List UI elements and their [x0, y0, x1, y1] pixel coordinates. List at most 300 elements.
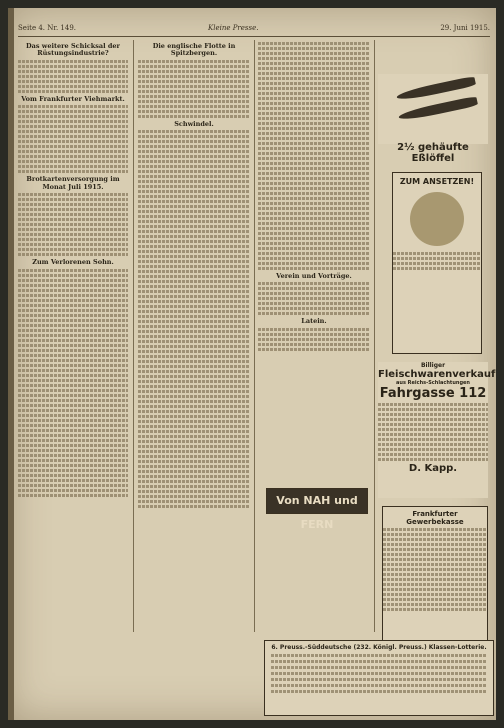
article-heading: Brotkartenversorgung im Monat Juli 1915.	[26, 175, 120, 191]
text-line	[258, 67, 370, 70]
text-line	[18, 75, 128, 78]
text-line	[138, 385, 250, 388]
text-line	[271, 690, 487, 693]
newspaper-page	[8, 8, 496, 720]
text-line	[138, 75, 250, 78]
text-line	[18, 294, 128, 297]
text-line	[383, 578, 487, 581]
text-line	[138, 150, 250, 153]
portrait-illustration	[410, 192, 464, 246]
text-line	[383, 583, 487, 586]
page-header	[18, 22, 490, 37]
text-line	[18, 489, 128, 492]
text-line	[138, 70, 250, 73]
text-line	[138, 280, 250, 283]
text-line	[18, 238, 128, 241]
text-line	[18, 374, 128, 377]
text-line	[18, 90, 128, 93]
cigar-advertisement	[392, 172, 482, 354]
text-line	[378, 428, 488, 431]
section-banner	[266, 488, 368, 531]
text-line	[138, 390, 250, 393]
text-line	[258, 57, 370, 60]
text-line	[18, 354, 128, 357]
text-line	[138, 100, 250, 103]
text-line	[18, 193, 128, 196]
text-line	[393, 252, 481, 255]
text-line	[138, 435, 250, 438]
bank-advertisement	[382, 506, 488, 648]
text-line	[258, 237, 370, 240]
text-line	[138, 165, 250, 168]
text-line	[138, 290, 250, 293]
text-line	[138, 240, 250, 243]
text-line	[378, 458, 488, 461]
text-line	[258, 287, 370, 290]
text-line	[18, 140, 128, 143]
text-line	[258, 297, 370, 300]
text-line	[138, 260, 250, 263]
text-line	[258, 247, 370, 250]
text-line	[18, 60, 128, 63]
text-line	[18, 274, 128, 277]
text-line	[258, 212, 370, 215]
text-line	[18, 115, 128, 118]
text-line	[378, 408, 488, 411]
text-line	[138, 500, 250, 503]
text-line	[258, 262, 370, 265]
text-line	[18, 228, 128, 231]
text-line	[18, 349, 128, 352]
text-line	[18, 379, 128, 382]
text-line	[138, 295, 250, 298]
text-line	[18, 309, 128, 312]
text-line	[18, 364, 128, 367]
text-line	[18, 459, 128, 462]
text-line	[138, 480, 250, 483]
text-line	[138, 315, 250, 318]
text-line	[258, 167, 370, 170]
text-line	[258, 187, 370, 190]
text-line	[138, 235, 250, 238]
page-number: Seite 4. Nr. 149.	[18, 24, 76, 32]
text-line	[138, 305, 250, 308]
text-line	[18, 429, 128, 432]
text-line	[18, 409, 128, 412]
text-line	[258, 302, 370, 305]
text-line	[18, 464, 128, 467]
article-heading: Die englische Flotte in Spitzbergen.	[152, 42, 236, 58]
text-line	[138, 335, 250, 338]
text-line	[383, 593, 487, 596]
text-line	[138, 230, 250, 233]
text-line	[383, 603, 487, 606]
text-line	[258, 267, 370, 270]
text-line	[138, 135, 250, 138]
text-line	[138, 65, 250, 68]
bank-ad-title: Frankfurter Gewerbekasse	[406, 510, 464, 526]
text-line	[18, 165, 128, 168]
meat-ad-owner: D. Kapp.	[408, 463, 458, 474]
text-line	[138, 340, 250, 343]
text-line	[378, 443, 488, 446]
text-line	[18, 208, 128, 211]
text-line	[138, 200, 250, 203]
column-1	[18, 40, 128, 499]
text-line	[18, 424, 128, 427]
text-line	[258, 207, 370, 210]
page-binding	[8, 8, 14, 720]
text-line	[18, 449, 128, 452]
text-line	[271, 654, 487, 657]
text-line	[138, 425, 250, 428]
text-line	[18, 324, 128, 327]
text-line	[258, 192, 370, 195]
text-line	[138, 95, 250, 98]
text-line	[383, 538, 487, 541]
text-line	[138, 440, 250, 443]
text-line	[138, 180, 250, 183]
text-line	[18, 414, 128, 417]
text-line	[18, 479, 128, 482]
text-line	[138, 475, 250, 478]
text-line	[258, 52, 370, 55]
text-line	[138, 270, 250, 273]
text-line	[18, 80, 128, 83]
text-line	[138, 310, 250, 313]
text-line	[258, 222, 370, 225]
text-line	[258, 127, 370, 130]
text-line	[18, 454, 128, 457]
text-line	[138, 105, 250, 108]
text-line	[18, 85, 128, 88]
text-line	[258, 47, 370, 50]
text-line	[138, 485, 250, 488]
text-line	[138, 420, 250, 423]
text-line	[258, 102, 370, 105]
text-line	[18, 160, 128, 163]
text-line	[138, 355, 250, 358]
section-banner-title: Von NAH und FERN	[276, 494, 358, 531]
text-line	[138, 140, 250, 143]
spoon-icon	[398, 96, 478, 122]
text-line	[18, 110, 128, 113]
text-line	[258, 252, 370, 255]
text-line	[258, 82, 370, 85]
text-line	[138, 60, 250, 63]
text-line	[258, 172, 370, 175]
text-line	[258, 282, 370, 285]
article-heading: Vom Frankfurter Viehmarkt.	[21, 94, 125, 103]
text-line	[18, 145, 128, 148]
text-line	[383, 548, 487, 551]
text-line	[138, 400, 250, 403]
text-line	[258, 157, 370, 160]
issue-date: 29. Juni 1915.	[440, 24, 490, 32]
text-line	[18, 469, 128, 472]
text-line	[258, 348, 370, 351]
text-line	[138, 380, 250, 383]
text-line	[258, 343, 370, 346]
text-line	[18, 419, 128, 422]
text-line	[258, 92, 370, 95]
article-heading: Schwindel.	[174, 119, 214, 128]
lottery-ad-title: 6. Preuss.-Süddeutsche (232. Königl. Preuss.) Klassen-Lotterie.	[271, 644, 487, 651]
text-line	[258, 122, 370, 125]
text-line	[138, 445, 250, 448]
text-line	[138, 360, 250, 363]
text-line	[138, 155, 250, 158]
text-line	[18, 120, 128, 123]
text-line	[383, 598, 487, 601]
text-line	[271, 684, 487, 687]
text-line	[138, 110, 250, 113]
text-line	[258, 42, 370, 45]
text-line	[378, 413, 488, 416]
text-line	[138, 300, 250, 303]
text-line	[383, 588, 487, 591]
text-line	[258, 147, 370, 150]
text-line	[258, 292, 370, 295]
text-line	[18, 334, 128, 337]
text-line	[18, 319, 128, 322]
text-line	[383, 558, 487, 561]
text-line	[378, 448, 488, 451]
text-line	[18, 394, 128, 397]
spoon-advertisement	[378, 74, 488, 164]
text-line	[383, 568, 487, 571]
text-line	[393, 262, 481, 265]
text-line	[258, 137, 370, 140]
text-line	[378, 438, 488, 441]
text-line	[18, 339, 128, 342]
text-line	[138, 455, 250, 458]
text-line	[138, 330, 250, 333]
text-line	[258, 132, 370, 135]
text-line	[138, 450, 250, 453]
text-line	[138, 245, 250, 248]
text-line	[258, 217, 370, 220]
article-heading: Zum Verlorenen Sohn.	[32, 258, 114, 267]
meat-ad-pretitle: Billiger	[420, 362, 446, 369]
text-line	[383, 528, 487, 531]
text-line	[138, 285, 250, 288]
text-line	[18, 314, 128, 317]
meat-sale-advertisement	[378, 362, 496, 498]
text-line	[18, 243, 128, 246]
text-line	[18, 203, 128, 206]
text-line	[378, 418, 488, 421]
text-line	[258, 307, 370, 310]
text-line	[378, 453, 488, 456]
text-line	[138, 215, 250, 218]
text-line	[138, 345, 250, 348]
text-line	[258, 197, 370, 200]
text-line	[18, 155, 128, 158]
text-line	[18, 279, 128, 282]
text-line	[18, 474, 128, 477]
text-line	[383, 563, 487, 566]
text-line	[383, 543, 487, 546]
text-line	[271, 672, 487, 675]
text-line	[258, 142, 370, 145]
text-line	[18, 399, 128, 402]
text-line	[138, 210, 250, 213]
column-rule	[374, 40, 375, 632]
text-line	[378, 423, 488, 426]
text-line	[138, 490, 250, 493]
text-line	[18, 329, 128, 332]
text-line	[138, 255, 250, 258]
text-line	[258, 182, 370, 185]
text-line	[138, 115, 250, 118]
text-line	[18, 248, 128, 251]
text-line	[18, 344, 128, 347]
text-line	[258, 77, 370, 80]
text-line	[393, 257, 481, 260]
text-line	[138, 145, 250, 148]
text-line	[258, 333, 370, 336]
text-line	[18, 304, 128, 307]
text-line	[378, 403, 488, 406]
text-line	[258, 328, 370, 331]
text-line	[138, 80, 250, 83]
text-line	[18, 389, 128, 392]
column-2	[138, 40, 250, 510]
text-line	[378, 433, 488, 436]
text-line	[18, 65, 128, 68]
text-line	[138, 460, 250, 463]
column-4	[378, 40, 496, 640]
text-line	[258, 107, 370, 110]
text-line	[18, 223, 128, 226]
text-line	[138, 320, 250, 323]
text-line	[18, 494, 128, 497]
text-line	[258, 338, 370, 341]
text-line	[18, 150, 128, 153]
text-line	[258, 242, 370, 245]
text-line	[258, 152, 370, 155]
article-heading: Das weitere Schicksal der Rüstungsindustrie?	[26, 42, 120, 58]
text-line	[138, 220, 250, 223]
text-line	[138, 160, 250, 163]
text-line	[258, 257, 370, 260]
meat-ad-subtitle: aus Reichs-Schlachtungen	[396, 380, 470, 386]
text-line	[138, 495, 250, 498]
text-line	[138, 175, 250, 178]
lottery-advertisement	[264, 640, 494, 716]
text-line	[18, 484, 128, 487]
text-line	[138, 350, 250, 353]
cigar-ad-title: ZUM ANSETZEN!	[399, 177, 475, 186]
text-line	[383, 553, 487, 556]
text-line	[138, 430, 250, 433]
text-line	[258, 232, 370, 235]
text-line	[138, 85, 250, 88]
text-line	[138, 170, 250, 173]
text-line	[393, 267, 481, 270]
text-line	[138, 265, 250, 268]
text-line	[18, 284, 128, 287]
text-line	[138, 325, 250, 328]
text-line	[18, 218, 128, 221]
meat-ad-address: Fahrgasse 112	[379, 386, 487, 401]
text-line	[138, 470, 250, 473]
text-line	[258, 117, 370, 120]
text-line	[18, 289, 128, 292]
text-line	[138, 465, 250, 468]
text-line	[138, 130, 250, 133]
text-line	[18, 439, 128, 442]
spoon-ad-title: 2½ gehäufte Eßlöffel	[397, 142, 469, 164]
text-line	[18, 70, 128, 73]
text-line	[258, 87, 370, 90]
text-line	[138, 395, 250, 398]
text-line	[138, 225, 250, 228]
text-line	[271, 678, 487, 681]
text-line	[258, 227, 370, 230]
paper-title: Kleine Presse.	[208, 24, 259, 32]
text-line	[138, 370, 250, 373]
text-line	[138, 195, 250, 198]
article-heading: Latein.	[301, 317, 327, 326]
text-line	[383, 608, 487, 611]
text-line	[18, 213, 128, 216]
text-line	[18, 170, 128, 173]
text-line	[271, 660, 487, 663]
text-line	[258, 62, 370, 65]
text-line	[18, 125, 128, 128]
text-line	[138, 405, 250, 408]
text-line	[18, 135, 128, 138]
text-line	[18, 369, 128, 372]
text-line	[258, 312, 370, 315]
text-line	[18, 233, 128, 236]
text-line	[18, 198, 128, 201]
column-rule	[133, 40, 134, 632]
text-line	[138, 505, 250, 508]
text-line	[18, 105, 128, 108]
text-line	[138, 250, 250, 253]
column-rule	[254, 40, 255, 632]
text-line	[18, 404, 128, 407]
text-line	[138, 275, 250, 278]
text-line	[18, 130, 128, 133]
text-line	[138, 375, 250, 378]
article-heading: Verein und Vorträge.	[276, 272, 352, 280]
text-line	[258, 112, 370, 115]
meat-ad-title: Fleischwarenverkauf	[378, 369, 496, 380]
text-line	[138, 410, 250, 413]
text-line	[138, 185, 250, 188]
text-line	[18, 444, 128, 447]
text-line	[383, 573, 487, 576]
column-3	[258, 40, 370, 353]
text-line	[138, 90, 250, 93]
text-line	[383, 533, 487, 536]
text-line	[18, 253, 128, 256]
text-line	[18, 434, 128, 437]
text-line	[258, 72, 370, 75]
text-line	[271, 666, 487, 669]
text-line	[18, 384, 128, 387]
text-line	[18, 359, 128, 362]
text-line	[138, 190, 250, 193]
text-line	[258, 97, 370, 100]
text-line	[18, 269, 128, 272]
text-line	[18, 299, 128, 302]
text-line	[258, 202, 370, 205]
